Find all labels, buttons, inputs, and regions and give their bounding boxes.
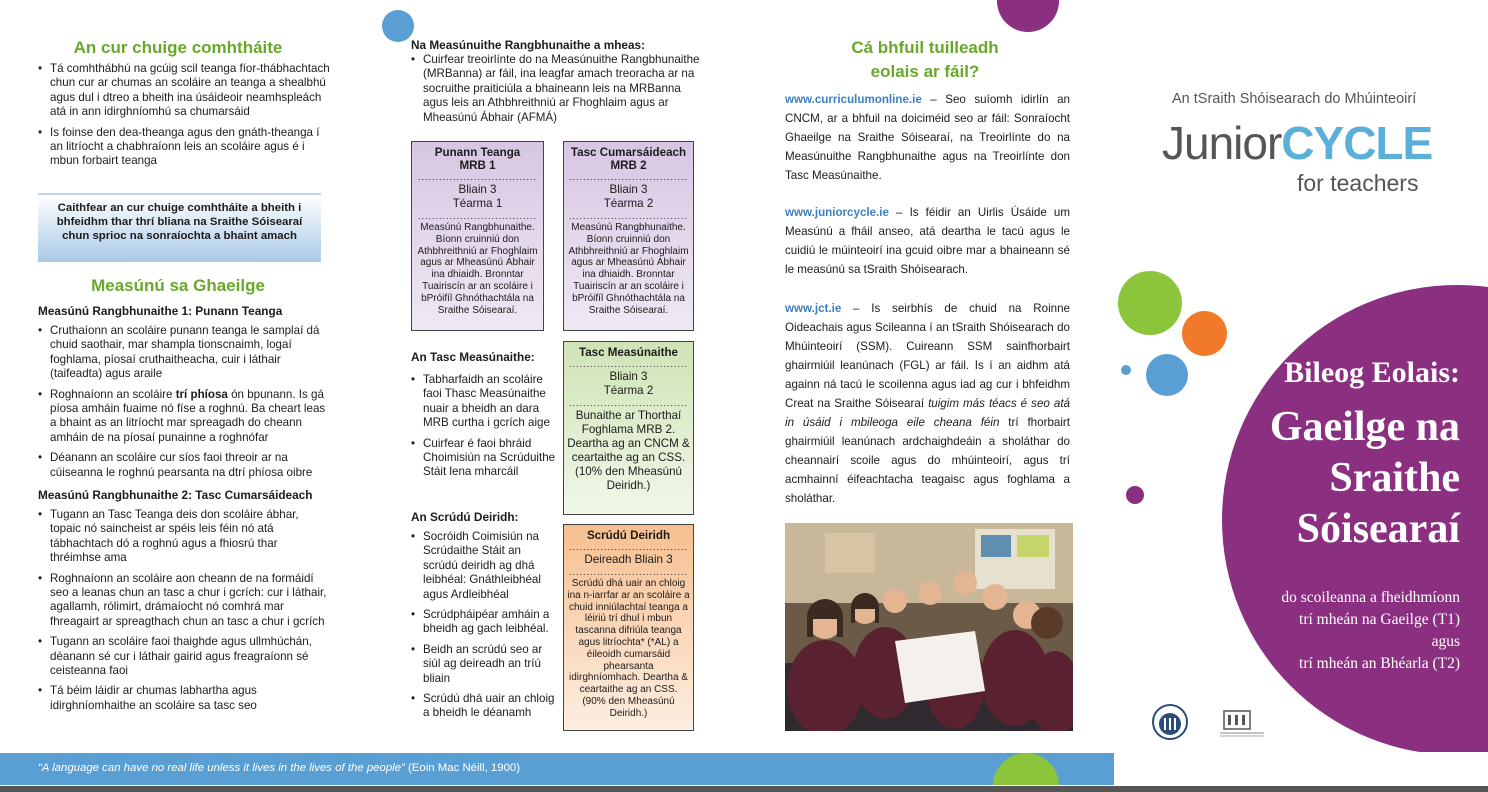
panel-more-info — [760, 0, 1114, 752]
panel-assessment-details — [380, 0, 760, 752]
scrudu-bullet: • Socróidh Coimisiún na Scrúdaithe Stáit an scrúdú deiridh ag dhá leibhéal: Gnáthleibhéal agus Ardleibhéal — [411, 530, 557, 602]
quote-text: “A language can have no real life unless it lives in the lives of the people” — [38, 762, 405, 774]
box-final-body: Scrúdú dhá uair an chloig ina n-iarrfar ar an scoláire a chuid inniúlachtaí teanga a léiriú trí dhul i mbun tascanna difriúla teanga agus litríochta* (*AL) a éileoidh cumarsáid phearsanta idirghníomhach. Deartha & ceartaithe ag an CSS. (90% den Mheasúnú Deiridh.) — [567, 578, 690, 719]
decorative-circle-green — [1118, 271, 1182, 335]
scrudu-bullet: • Scrúdú dhá uair an chloig a bheidh le déanamh — [411, 692, 557, 721]
assessment-intro-list — [411, 53, 701, 131]
junior-cycle-logo — [1162, 118, 1432, 168]
info-text-3b: trí fhorbairt ghairmiúil leanúnach ardchaighdeáin a sholáthar do cheannairí scoile agus do mhúinteoirí, agus trí acmhainní éifeachtacha teagaisc agus foghlama a sholáthar. — [785, 416, 1070, 505]
quote-attribution: (Eoin Mac Néill, 1900) — [404, 762, 521, 774]
classroom-photo — [785, 523, 1073, 731]
assessment-heading: Na Measúnuithe Rangbhunaithe a mheas: — [411, 38, 646, 52]
info-text-2: – Is féidir an Uirlis Úsáide um Measúnú a fháil anseo, atá deartha le tacú agus le cuidiú le múinteoirí ina gcuid oibre mar a bhaineann sé le measúnú sa tSraith Shóisearach. — [785, 206, 1070, 276]
bottom-border — [0, 786, 1488, 792]
decorative-circle-orange — [1182, 311, 1227, 356]
box-tasc — [563, 341, 694, 515]
tasc-bullet: • Cuirfear é faoi bhráid Choimisiún na Scrúduithe Stáit lena mharcáil — [411, 437, 557, 480]
heading-integrated-approach: An cur chuige comhtháite — [73, 38, 283, 57]
info-paragraph-1 — [785, 90, 1070, 185]
info-paragraph-3 — [785, 299, 1070, 508]
logo-subtitle: for teachers — [1297, 170, 1419, 196]
info-text-3a: – Is seirbhís de chuid na Roinne Oideachais agus Scileanna í an tSraith Shóisearach do Mhúinteoirí (SSM). Cuireann SSM sainfhorbairt ghairmiúil leanúnach (FGL) ar fáil. Is í an aidhm atá againn ná tacú le scoilenna agus iad ag cur i bhfeidhm Creat na Sraithe Sóisearaí — [785, 302, 1070, 410]
mrb1-bullet: • Cruthaíonn an scoláire punann teanga le samplaí dá chuid saothair, mar shampla tionscnaimh, logaí foghlama, píosaí cruthaitheacha, cuir i láthair (taifeadta) agus araile — [38, 324, 330, 382]
box-tasc-body: Bunaithe ar Thorthaí Foghlama MRB 2. Deartha ag an CNCM & ceartaithe ag an CSS. (10% den Mheasúnú Deiridh.) — [567, 409, 690, 492]
scrudu-bullet-list — [411, 530, 557, 727]
box-mrb1-title: Punann Teanga MRB 1 — [434, 146, 521, 172]
dotted-divider: .................................. — [417, 211, 538, 221]
info-text-1: – Seo suíomh idirlín an CNCM, ar a bhfuil na doiciméid seo ar fáil: Sonraíocht Ghaeilge na Sraithe Sóisearaí, na Treoirlínte do na Measúnuithe Rangbhunaithe agus na Treoirlínte don Tasc Measúnaithe. — [785, 93, 1070, 182]
scrudu-bullet: • Scrúdpháipéar amháin a bheidh ag gach leibhéal. — [411, 608, 557, 637]
mrb1-bullet-list — [38, 324, 330, 486]
footer-quote — [38, 762, 520, 774]
tasc-heading: An Tasc Measúnaithe: — [411, 350, 535, 364]
panel-integrated-approach — [0, 0, 380, 752]
mrb1-bullet: • Déanann an scoláire cur síos faoi threoir ar na cúiseanna le roghnú pearsanta na dtrí phíosa oibre — [38, 451, 330, 480]
subheading-mrb2: Measúnú Rangbhunaithe 2: Tasc Cumarsáideach — [38, 488, 313, 502]
title-line: Sraithe — [1329, 455, 1460, 501]
callout-box — [38, 193, 321, 262]
dotted-divider: .................................. — [568, 567, 689, 577]
box-tasc-title: Tasc Measúnaithe — [578, 346, 678, 359]
box-tasc-term: Bliain 3 Téarma 2 — [603, 370, 654, 397]
decorative-circle-purple — [997, 0, 1059, 32]
title-line: Sóisearaí — [1296, 506, 1460, 552]
mrb2-bullet: • Tá béim láidir ar chumas labhartha agus idirghníomhaithe an scoláire sa tasc seo — [38, 684, 330, 713]
dotted-divider: .................................. — [568, 211, 689, 221]
callout-text: Caithfear an cur chuige comhtháite a bheith i bhfeidhm thar thrí bliana na Sraithe Sóisearaí chun sprioc na sonraíochta a bhaint amach — [56, 202, 303, 242]
subtitle-line: trí mheán an Bhéarla (T2) — [1299, 655, 1460, 672]
box-mrb2-body: Measúnú Rangbhunaithe. Bíonn cruinniú don Athbhreithniú ar Fhoghlaim agus ar Mheasúnú Ábhair ina dhiaidh. Bronntar Tuairiscín ar an scoláire i bPróifíl Ghnóthachtála na Sraithe Sóisearaí. — [568, 222, 689, 316]
logo-cycle: CYCLE — [1281, 117, 1433, 169]
bileog-label: Bileog Eolais: — [1284, 356, 1460, 389]
scrudu-bullet: • Beidh an scrúdú seo ar siúl ag deireadh an tríú bliain — [411, 643, 557, 686]
box-final-exam — [563, 524, 694, 731]
bold-phrase: trí phíosa — [175, 387, 228, 401]
title-line: Gaeilge na — [1269, 404, 1460, 450]
box-mrb2 — [563, 141, 694, 331]
subtitle-line: agus — [1431, 633, 1460, 650]
box-mrb2-term: Bliain 3 Téarma 2 — [603, 183, 654, 210]
dotted-divider: .................................. — [568, 398, 689, 408]
decorative-circle-blue-large — [1146, 354, 1188, 396]
scrudu-heading: An Scrúdú Deiridh: — [411, 510, 519, 524]
dotted-divider: .................................. — [417, 172, 538, 182]
tagline: An tSraith Shóisearach do Mhúinteoirí — [1172, 91, 1417, 107]
mrb2-bullet: • Tugann an scoláire faoi thaighde agus ullmhúchán, déanann sé cur i láthair gairid agus freagraíonn sé ceisteanna faoi — [38, 635, 330, 678]
subheading-mrb1: Measúnú Rangbhunaithe 1: Punann Teanga — [38, 304, 283, 318]
box-final-title: Scrúdú Deiridh — [586, 529, 671, 542]
tasc-bullet-list — [411, 373, 557, 486]
subtitle-line: do scoileanna a fheidhmíonn — [1281, 589, 1460, 606]
dotted-divider: .................................. — [568, 359, 689, 369]
decorative-circle-blue — [382, 10, 414, 42]
main-title — [1214, 402, 1460, 555]
info-paragraph-2 — [785, 203, 1070, 279]
dotted-divider: .................................. — [568, 172, 689, 182]
box-mrb1-body: Measúnú Rangbhunaithe. Bíonn cruinniú don Athbhreithniú ar Fhoghlaim agus ar Mheasúnú Ábhair ina dhiaidh. Bronntar Tuairiscín ar an scoláire i bPróifíl Ghnóthachtála na Sraithe Sóisearaí. — [417, 222, 538, 316]
link-juniorcycle[interactable]: www.juniorcycle.ie — [785, 206, 889, 219]
link-jct[interactable]: www.jct.ie — [785, 302, 842, 315]
box-mrb2-title: Tasc Cumarsáideach MRB 2 — [570, 146, 687, 172]
box-mrb1-term: Bliain 3 Téarma 1 — [452, 183, 503, 210]
heading-assessment: Measúnú sa Ghaeilge — [91, 276, 265, 295]
mrb2-bullet-list — [38, 508, 330, 719]
quote-footer — [0, 753, 1114, 785]
integrated-bullet: • Tá comhthábhú na gcúig scil teanga fíor-thábhachtach chun cur ar chumas an scoláire an teanga a shealbhú agus dul i dtreo a bheith ina úsáideoir neamhspleách atá in ann idirghníomhú sa chumarsáid — [38, 62, 330, 120]
tasc-bullet: • Tabharfaidh an scoláire faoi Thasc Measúnaithe nuair a bheidh an dara MRB curtha i gcrích aige — [411, 373, 557, 431]
link-curriculumonline[interactable]: www.curriculumonline.ie — [785, 93, 922, 106]
box-final-term: Deireadh Bliain 3 — [584, 553, 673, 566]
integrated-bullet: • Is foinse den dea-theanga agus den gnáth-theanga í an litríocht a chabhraíonn leis an scoláire agus é i mbun forbairt teanga — [38, 126, 330, 169]
dotted-divider: .................................. — [568, 542, 689, 552]
decorative-circle-blue-small — [1121, 365, 1131, 375]
integrated-bullet-list — [38, 62, 330, 175]
subtitle-block — [1214, 587, 1460, 675]
decorative-circle-purple-small — [1126, 486, 1144, 504]
heading-more-info: Cá bhfuil tuilleadh eolais ar fáil? — [851, 38, 999, 81]
mrb2-bullet: • Roghnaíonn an scoláire aon cheann de na formáidí seo a leanas chun an tasc a chur i gcrích: cur i láthair, agallamh, rólimirt, drámaíocht nó comhrá mar fhreagairt ar spreagthach chun an tasc a chur i gcrích — [38, 572, 330, 630]
dept-education-crest-icon — [1151, 703, 1189, 741]
subtitle-line: trí mheán na Gaeilge (T1) — [1299, 611, 1460, 628]
panel-cover — [1114, 0, 1488, 752]
building-crest-icon — [1218, 705, 1266, 739]
mrb2-bullet: • Tugann an Tasc Teanga deis don scoláire ábhar, topaic nó saincheist ar spéis leis féin nó atá tábhachtach dó a roghnú agus a fhiosrú thar thréimhse ama — [38, 508, 330, 566]
logo-junior: Junior — [1162, 117, 1282, 169]
box-mrb1 — [411, 141, 544, 331]
info-text-3-italic: tuigim más téacs é seo atá in úsáid i mbileoga eile cheana féin — [785, 397, 1070, 429]
intro-bullet: • Cuirfear treoirlínte do na Measúnuithe Rangbhunaithe (MRBanna) ar fáil, ina leagfar amach treoracha ar na socruithe praiticiúla a bhaineann leis na MRBanna agus leis an Athbhreithniú ar Fhoghlaim agus ar Mheasúnú Ábhair (AFMÁ) — [411, 53, 701, 125]
mrb1-bullet: • Roghnaíonn an scoláire trí phíosa ón bpunann. Is gá píosa amháin fuaime nó físe a roghnú. Ba cheart leas a bhaint as an litríocht mar spreagadh do cheann amháin de na píosaí punainne a roghnófar — [38, 388, 330, 446]
